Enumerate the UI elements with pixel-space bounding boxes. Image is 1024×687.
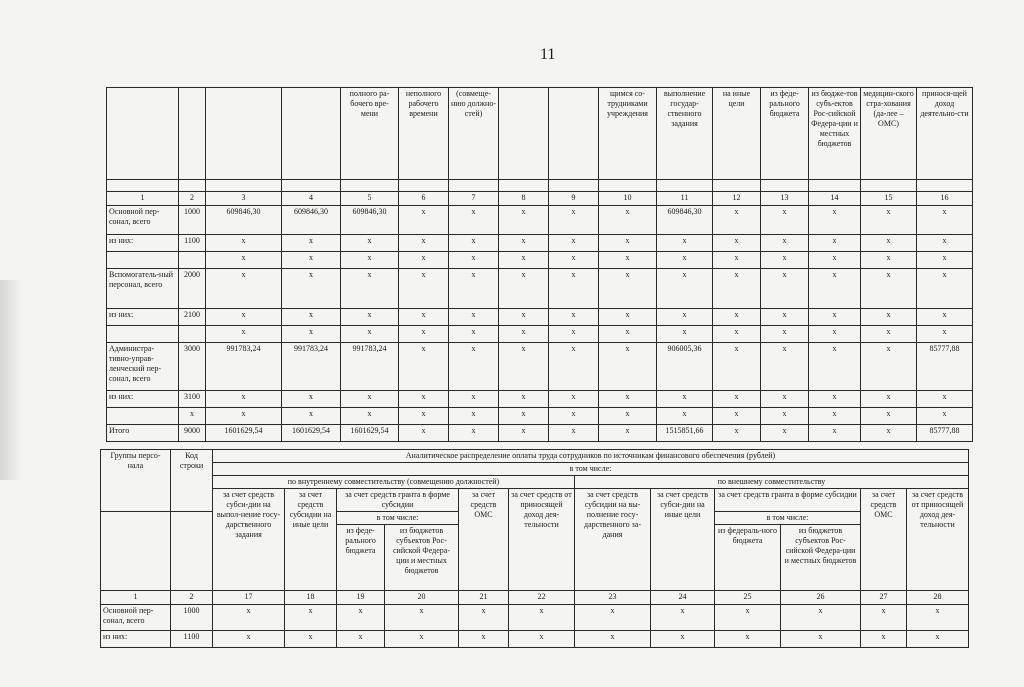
table-row-cell: x [341,309,399,326]
table-row-cell: x [713,235,761,252]
table-row-cell: из них: [107,391,179,408]
ext-regional: из бюджетов субъектов Рос-сийской Федера-ции и местных бюджетов [781,525,861,591]
table-row-cell: x [337,605,385,631]
column-number-row-cell: 14 [809,192,861,206]
table-row-cell: x [917,269,973,309]
table-row-cell: x [761,206,809,235]
table-row-cell: 85777,88 [917,425,973,442]
table-row-cell: x [399,269,449,309]
header-row [107,88,973,180]
table-row-cell [107,252,179,269]
table-row-cell: x [761,269,809,309]
column-number-row-cell: 16 [917,192,973,206]
table-row-cell: x [809,326,861,343]
header-row-cell [206,88,282,180]
table-row-cell: x [285,605,337,631]
column-number-row-cell: 3 [206,192,282,206]
table-row-cell: x [809,269,861,309]
table-row-cell: x [549,425,599,442]
table-row-cell: 991783,24 [341,343,399,391]
int-oms: за счет средств ОМС [459,489,509,591]
table-row-cell: Администра-тивно-управ-ленческий пер-сонал, всего [107,343,179,391]
table-row-cell: x [399,235,449,252]
table-row-cell: x [713,309,761,326]
table-row [107,408,973,425]
table-row-cell: 3000 [179,343,206,391]
table-row-cell: 991783,24 [282,343,341,391]
table-row-cell: x [206,326,282,343]
table-row-cell: x [282,326,341,343]
table-row-cell: x [549,326,599,343]
table-row-cell: 609846,30 [282,206,341,235]
table-row-cell: x [761,343,809,391]
table-row-cell: x [206,252,282,269]
column-number-row [107,192,973,206]
table-row-cell: x [206,309,282,326]
table-row-cell: x [285,631,337,648]
table-row-cell: 906005,36 [657,343,713,391]
table-row-cell: 609846,30 [341,206,399,235]
header-gap-cell [549,180,599,192]
column-number-row-cell: 28 [907,591,969,605]
column-number-row-cell: 15 [861,192,917,206]
header-gap-cell [809,180,861,192]
table-row-cell: 1000 [179,206,206,235]
header-row-cell [282,88,341,180]
int-regional: из бюджетов субъектов Рос-сийской Федера-ции и местных бюджетов [385,525,459,591]
table-row-cell: x [657,269,713,309]
table-row-cell: x [575,631,651,648]
table-row-cell: x [713,425,761,442]
table-row-cell: x [449,235,499,252]
table-row-cell: x [179,408,206,425]
table-row-cell: x [761,252,809,269]
table-row-cell: x [282,391,341,408]
table-row-cell: x [449,326,499,343]
table-row-cell: x [449,408,499,425]
table-row-cell: x [761,309,809,326]
table-row-cell: 1100 [179,235,206,252]
ext-oms: за счет средств ОМС [861,489,907,591]
column-number-row-cell: 2 [179,192,206,206]
table-row-cell: x [206,269,282,309]
column-number-row [101,591,969,605]
table-row-cell: x [861,391,917,408]
table-row-cell: x [917,391,973,408]
table-row-cell: x [809,391,861,408]
table-row-cell [179,252,206,269]
table-row-cell: x [657,326,713,343]
header-row-cell [549,88,599,180]
table-row-cell: x [809,252,861,269]
table-row-cell: x [282,269,341,309]
header-row-cell: из феде-рального бюджета [761,88,809,180]
table-row-cell: 2000 [179,269,206,309]
table-row-cell: x [341,326,399,343]
header-row-cell: медицин-ского стра-хования (да-лее – ОМС) [861,88,917,180]
header-gap-cell [657,180,713,192]
table-row-cell: 9000 [179,425,206,442]
table-row-cell: из них: [101,631,171,648]
table-row-cell: x [549,343,599,391]
code-header-gap [171,512,213,591]
table-row-cell: x [399,326,449,343]
column-number-row-cell: 2 [171,591,213,605]
table-row [101,631,969,648]
header-row-cell: на иные цели [713,88,761,180]
table-row-cell: x [499,326,549,343]
column-number-row-cell: 19 [337,591,385,605]
header-gap-cell [206,180,282,192]
table-row-cell: x [549,309,599,326]
table-row-cell: x [917,252,973,269]
table-row-cell: x [599,206,657,235]
table-row-cell: x [599,408,657,425]
table-row-cell: x [651,605,715,631]
table-row-cell: 2100 [179,309,206,326]
table-row-cell: x [549,408,599,425]
table-row-cell: x [861,326,917,343]
table-row-cell: x [657,235,713,252]
column-number-row-cell: 12 [713,192,761,206]
column-number-row-cell: 11 [657,192,713,206]
table-row-cell: x [399,206,449,235]
table-row-cell: x [499,206,549,235]
table-row-cell: x [549,391,599,408]
scan-shadow [0,280,22,480]
header-row-cell: щимся со-трудниками учреждения [599,88,657,180]
table-row-cell: x [599,235,657,252]
table-row-cell: x [657,391,713,408]
table-row-cell [107,326,179,343]
table-row-cell: 1100 [171,631,213,648]
int-grant-including: в том числе: [337,512,459,525]
ext-federal: из федераль-ного бюджета [715,525,781,591]
table-row-cell: x [499,235,549,252]
table-row-cell: x [449,391,499,408]
table-row-cell: x [657,408,713,425]
table-row-cell: x [549,269,599,309]
table-row-cell: x [715,631,781,648]
table-row-cell: x [761,425,809,442]
table-row-cell: x [282,408,341,425]
column-number-row-cell: 17 [213,591,285,605]
int-subsidy-state: за счет средств субси-дии на выпол-нение госу-дарственного задания [213,489,285,591]
table-row-cell: x [599,326,657,343]
table-row-cell: x [341,252,399,269]
table-row [107,206,973,235]
table-row-cell: x [713,326,761,343]
table-row-cell: x [861,252,917,269]
table-row [107,326,973,343]
table-row [107,343,973,391]
table-row-cell: x [549,206,599,235]
table-row-cell: x [599,309,657,326]
table-row-cell: x [917,408,973,425]
column-number-row-cell: 23 [575,591,651,605]
table-row-cell: x [761,391,809,408]
page-number: 11 [540,46,556,63]
column-number-row-cell: 21 [459,591,509,605]
int-subsidy-other: за счет средств субсидии на иные цели [285,489,337,591]
table-row-cell: x [341,408,399,425]
table-row-cell: x [282,235,341,252]
table-row-cell: x [713,252,761,269]
table-row-cell: x [399,309,449,326]
header-row-cell [179,88,206,180]
table-row-cell: x [917,206,973,235]
table-row-cell: x [907,605,969,631]
code-header: Код строки [171,450,213,512]
column-number-row-cell: 18 [285,591,337,605]
column-number-row-cell: 10 [599,192,657,206]
table-row-cell: x [781,605,861,631]
table-row-cell: x [761,408,809,425]
ext-income: за счет средств от приносящей доход дея-тельности [907,489,969,591]
header-gap-cell [761,180,809,192]
table-row-cell: x [599,391,657,408]
table-row-cell: x [509,605,575,631]
table-row-cell: 85777,88 [917,343,973,391]
table-row-cell: x [341,391,399,408]
table-row-cell: x [713,343,761,391]
header-gap-cell [399,180,449,192]
column-number-row-cell: 27 [861,591,907,605]
table-row-cell: из них: [107,309,179,326]
table-row-cell: 1515851,66 [657,425,713,442]
table-row-cell: x [575,605,651,631]
table-row-cell: x [809,309,861,326]
column-number-row-cell: 8 [499,192,549,206]
header-gap-cell [179,180,206,192]
table-row-cell: x [206,235,282,252]
table-row-cell: x [385,631,459,648]
table-row-cell: Вспомогатель-ный персонал, всего [107,269,179,309]
header-row-cell: (совмеще-нию должно-стей) [449,88,499,180]
table-row-cell: x [341,269,399,309]
table-row-cell: Основной пер-сонал, всего [101,605,171,631]
table-row-cell: x [599,343,657,391]
ext-subsidy-other: за счет средств субси-дии на иные цели [651,489,715,591]
table-row-cell: x [337,631,385,648]
table-row-cell: x [657,252,713,269]
table-row-cell: x [449,309,499,326]
table-row-cell: 609846,30 [657,206,713,235]
table-row-cell: x [657,309,713,326]
header-gap-cell [282,180,341,192]
header-gap-cell [341,180,399,192]
table-row-cell: x [713,408,761,425]
table-row-cell: x [809,408,861,425]
column-number-row-cell: 5 [341,192,399,206]
table-row-cell: x [449,206,499,235]
groups-header-gap [101,512,171,591]
ext-grant-including: в том числе: [715,512,861,525]
table-row-cell: Основной пер-сонал, всего [107,206,179,235]
table-row-cell: 3100 [179,391,206,408]
table-row-cell: x [213,631,285,648]
header-row-cell: полного ра-бочего вре-мени [341,88,399,180]
table-row-cell: x [449,252,499,269]
table-row-cell: x [861,235,917,252]
header-gap-cell [499,180,549,192]
table-row-cell: x [213,605,285,631]
table-row [107,235,973,252]
staff-payroll-table-top [106,87,973,442]
column-number-row-cell: 25 [715,591,781,605]
table-row-cell: x [399,408,449,425]
table-row [101,605,969,631]
table-row-cell: x [917,326,973,343]
table-row-cell: x [399,391,449,408]
int-grant: за счет средств гранта в форме субсидии [337,489,459,512]
table-row-cell [107,408,179,425]
table-row-cell: x [861,269,917,309]
column-number-row-cell: 1 [101,591,171,605]
main-header: Аналитическое распределение оплаты труда сотрудников по источникам финансового обеспечения (рублей) [213,450,969,463]
table-row-cell: Итого [107,425,179,442]
column-number-row-cell: 13 [761,192,809,206]
table-row-cell: x [861,408,917,425]
including-header: в том числе: [213,463,969,476]
column-number-row-cell: 24 [651,591,715,605]
header-gap-cell [107,180,179,192]
table-row-cell: x [499,269,549,309]
table-row-cell: x [761,326,809,343]
column-number-row-cell: 1 [107,192,179,206]
staff-payroll-table-bottom [100,449,969,648]
table-row-cell: x [509,631,575,648]
table-row-cell: x [713,269,761,309]
table-row-cell: x [282,309,341,326]
table-row-cell: x [651,631,715,648]
header-row-cell [499,88,549,180]
table-row-cell: x [549,252,599,269]
table-row-cell: 1000 [171,605,213,631]
table-row-cell: 609846,30 [206,206,282,235]
header-gap-cell [449,180,499,192]
table-row-cell: из них: [107,235,179,252]
table-row-cell: x [499,391,549,408]
table-row-cell: x [809,425,861,442]
table-row-cell: x [781,631,861,648]
table-row-cell: 1601629,54 [341,425,399,442]
table-row [107,269,973,309]
table-row-cell: x [917,309,973,326]
table-row-cell: x [861,631,907,648]
column-number-row-cell: 9 [549,192,599,206]
table-row-cell: x [459,631,509,648]
table-row-cell: x [399,252,449,269]
table-row-cell: 991783,24 [206,343,282,391]
table-row-cell: x [809,206,861,235]
header-row-cell: принося-щей доход деятельно-сти [917,88,973,180]
ext-grant: за счет средств гранта в форме субсидии [715,489,861,512]
table-row-cell: x [713,206,761,235]
table-row-cell: x [549,235,599,252]
table-row-cell: x [809,235,861,252]
table-row [107,391,973,408]
header-row-cell: выполнение государ-ственного задания [657,88,713,180]
header-row-cell: неполного рабочего времени [399,88,449,180]
table-row-cell: x [715,605,781,631]
table-row-cell: x [449,269,499,309]
table-row-cell: x [761,235,809,252]
table-row-cell: 1601629,54 [282,425,341,442]
table-row-cell: x [499,343,549,391]
table-row-cell: x [399,425,449,442]
column-number-row-cell: 20 [385,591,459,605]
table-row-cell: x [809,343,861,391]
table-row-cell: x [449,343,499,391]
table-row-cell: x [861,206,917,235]
header-gap-cell [917,180,973,192]
table-row-cell: x [599,425,657,442]
column-number-row-cell: 26 [781,591,861,605]
groups-header: Группы персо-нала [101,450,171,512]
column-number-row-cell: 7 [449,192,499,206]
table-row-cell: x [399,343,449,391]
header-row-cell: из бюдже-тов субъ-ектов Рос-сийской Федера-ции и местных бюджетов [809,88,861,180]
table-row-cell: x [449,425,499,442]
header-gap-row [107,180,973,192]
column-number-row-cell: 4 [282,192,341,206]
int-income: за счет средств от приносящей доход дея-тельности [509,489,575,591]
table-row-cell: x [861,343,917,391]
table-row-cell: x [599,252,657,269]
column-number-row-cell: 22 [509,591,575,605]
header-gap-cell [599,180,657,192]
column-number-row-cell: 6 [399,192,449,206]
table-row [107,425,973,442]
table-row [107,309,973,326]
table-row-cell: 1601629,54 [206,425,282,442]
table-row-cell: x [206,408,282,425]
table-row-cell [179,326,206,343]
table-row-cell: x [861,605,907,631]
internal-header: по внутреннему совместительству (совмещению должностей) [213,476,575,489]
table-row-cell: x [459,605,509,631]
table-row-cell: x [499,408,549,425]
table-row-cell: x [917,235,973,252]
ext-subsidy-state: за счет средств субсидии на вы-полнение госу-дарственного за-дания [575,489,651,591]
table-row-cell: x [861,309,917,326]
table-row-cell: x [385,605,459,631]
table-row-cell: x [907,631,969,648]
table-row-cell: x [499,309,549,326]
header-gap-cell [861,180,917,192]
external-header: по внешнему совместительству [575,476,969,489]
int-federal: из феде-рального бюджета [337,525,385,591]
table-row-cell: x [499,425,549,442]
header-gap-cell [713,180,761,192]
header-row-cell [107,88,179,180]
table-row-cell: x [341,235,399,252]
table-row [107,252,973,269]
table-row-cell: x [282,252,341,269]
table-row-cell: x [599,269,657,309]
table-row-cell: x [713,391,761,408]
table-row-cell: x [861,425,917,442]
table-row-cell: x [499,252,549,269]
table-row-cell: x [206,391,282,408]
